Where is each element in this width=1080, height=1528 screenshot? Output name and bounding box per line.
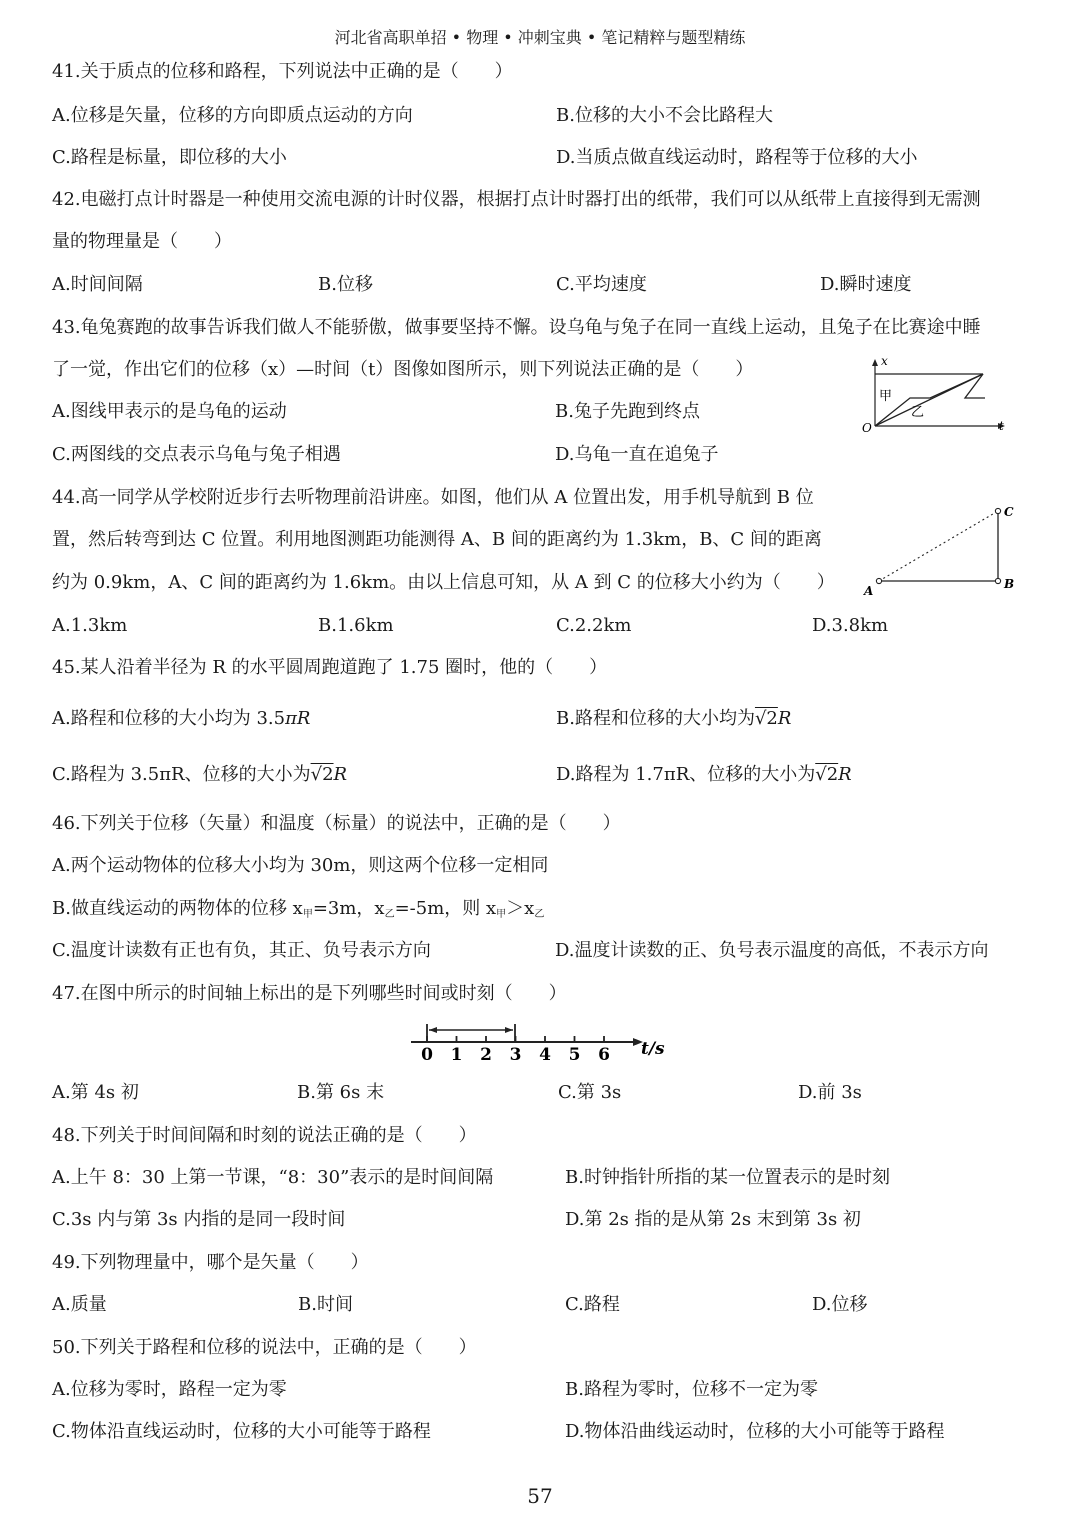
q45-a-math: πR xyxy=(285,708,311,729)
q45-d-root: √2 xyxy=(815,764,839,785)
q50-stem: 50.下列关于路程和位移的说法中，正确的是（ ） xyxy=(52,1337,477,1358)
q45-d-text: D.路程为 1.7πR、位移的大小为 xyxy=(556,764,816,785)
q43-option-a: A.图线甲表示的是乌龟的运动 xyxy=(52,401,287,422)
q43-t-label: t xyxy=(999,419,1004,433)
q44-stem-line1: 44.高一同学从学校附近步行去听物理前沿讲座。如图，他们从 A 位置出发，用手机导航到 B 位 xyxy=(52,487,814,508)
q50-option-d: D.物体沿曲线运动时，位移的大小可能等于路程 xyxy=(565,1421,945,1442)
q48-stem: 48.下列关于时间间隔和时刻的说法正确的是（ ） xyxy=(52,1125,477,1146)
q47-tick-label: 2 xyxy=(480,1045,492,1065)
q46-b-part1: B.做直线运动的两物体的位移 x xyxy=(52,898,303,919)
q45-d-r: R xyxy=(838,764,852,785)
q41-option-b: B.位移的大小不会比路程大 xyxy=(556,105,773,126)
page-number: 57 xyxy=(527,1484,553,1508)
q46-b-sub1: 甲 xyxy=(302,909,313,920)
q43-option-d: D.乌龟一直在追兔子 xyxy=(555,444,719,465)
q47-tick-label: 1 xyxy=(450,1045,463,1065)
q47-tick-label: 3 xyxy=(509,1045,522,1065)
q42-option-b: B.位移 xyxy=(318,274,373,295)
q46-b-sub3: 甲 xyxy=(496,909,507,920)
q49-option-a: A.质量 xyxy=(52,1294,107,1315)
q48-option-c: C.3s 内与第 3s 内指的是同一段时间 xyxy=(52,1209,346,1230)
q43-yi-label: 乙 xyxy=(911,405,925,420)
q46-b-part3: =-5m，则 x xyxy=(394,898,497,919)
q41-option-d: D.当质点做直线运动时，路程等于位移的大小 xyxy=(556,147,918,168)
page-header: 河北省高职单招 • 物理 • 冲刺宝典 • 笔记精粹与题型精练 xyxy=(334,28,746,47)
q45-a-text: A.路程和位移的大小均为 3.5 xyxy=(52,708,286,729)
q42-stem-line2: 量的物理量是（ ） xyxy=(52,231,232,252)
q45-c-text: C.路程为 3.5πR、位移的大小为 xyxy=(52,764,311,785)
q45-option-a xyxy=(52,707,310,731)
q47-axis-label: t/s xyxy=(641,1039,665,1059)
q44-label-b: B xyxy=(1004,577,1015,591)
q46-option-d: D.温度计读数的正、负号表示温度的高低，不表示方向 xyxy=(555,940,989,961)
q45-b-text: B.路程和位移的大小均为 xyxy=(556,708,755,729)
q44-point-a xyxy=(876,578,881,583)
q46-b-sub4: 乙 xyxy=(534,909,545,920)
q44-point-b xyxy=(995,578,1000,583)
q47-stem: 47.在图中所示的时间轴上标出的是下列哪些时间或时刻（ ） xyxy=(52,983,567,1004)
q47-tick-label: 0 xyxy=(421,1045,433,1065)
q44-stem-line3: 约为 0.9km，A、C 间的距离约为 1.6km。由以上信息可知，从 A 到 C 的位移大小约为（ ） xyxy=(52,572,835,593)
q45-option-d xyxy=(556,763,852,787)
q47-option-a: A.第 4s 初 xyxy=(52,1082,139,1103)
q47-tick-label: 5 xyxy=(568,1045,581,1065)
q50-option-a: A.位移为零时，路程一定为零 xyxy=(52,1379,287,1400)
q45-option-b xyxy=(556,707,791,731)
q49-stem: 49.下列物理量中，哪个是矢量（ ） xyxy=(52,1252,369,1273)
q50-option-c: C.物体沿直线运动时，位移的大小可能等于路程 xyxy=(52,1421,431,1442)
q44-label-c: C xyxy=(1004,505,1014,519)
q47-time-axis xyxy=(405,1018,675,1068)
q44-option-a: A.1.3km xyxy=(52,615,128,636)
q47-interval-arrowhead-right xyxy=(505,1027,513,1033)
q47-ticks xyxy=(421,1036,610,1065)
q50-option-b: B.路程为零时，位移不一定为零 xyxy=(565,1379,818,1400)
q47-tick-label: 4 xyxy=(539,1045,551,1065)
q42-option-d: D.瞬时速度 xyxy=(820,274,912,295)
q49-option-c: C.路程 xyxy=(565,1294,620,1315)
q47-interval-arrowhead-left xyxy=(429,1027,437,1033)
q42-option-c: C.平均速度 xyxy=(556,274,647,295)
q43-origin-label: O xyxy=(862,421,872,435)
q45-option-c xyxy=(52,763,347,787)
q45-c-root: √2 xyxy=(310,764,334,785)
q44-point-c xyxy=(995,508,1000,513)
q46-b-part4: ＞x xyxy=(506,898,535,919)
q49-option-b: B.时间 xyxy=(298,1294,353,1315)
q47-option-d: D.前 3s xyxy=(798,1082,862,1103)
q44-option-c: C.2.2km xyxy=(556,615,632,636)
q45-c-r: R xyxy=(333,764,348,785)
q47-option-c: C.第 3s xyxy=(558,1082,622,1103)
q48-option-d: D.第 2s 指的是从第 2s 末到第 3s 初 xyxy=(565,1209,861,1230)
q41-stem: 41.关于质点的位移和路程，下列说法中正确的是（ ） xyxy=(52,61,513,82)
q46-b-part2: =3m，x xyxy=(312,898,385,919)
q44-segment-ac xyxy=(879,511,998,581)
q46-option-a: A.两个运动物体的位移大小均为 30m，则这两个位移一定相同 xyxy=(52,855,549,876)
q46-stem: 46.下列关于位移（矢量）和温度（标量）的说法中，正确的是（ ） xyxy=(52,813,621,834)
q44-path-diagram xyxy=(858,500,1024,600)
q44-option-d: D.3.8km xyxy=(812,615,889,636)
q41-option-c: C.路程是标量，即位移的大小 xyxy=(52,147,287,168)
q49-option-d: D.位移 xyxy=(812,1294,868,1315)
q46-b-sub2: 乙 xyxy=(384,909,395,920)
q47-option-b: B.第 6s 末 xyxy=(297,1082,385,1103)
q43-option-c: C.两图线的交点表示乌龟与兔子相遇 xyxy=(52,444,341,465)
q45-b-root: √2 xyxy=(754,708,778,729)
q43-stem-line1: 43.龟兔赛跑的故事告诉我们做人不能骄傲，做事要坚持不懈。设乌龟与兔子在同一直线上运动，且兔子在比赛途中睡 xyxy=(52,317,981,338)
q48-option-a: A.上午 8：30 上第一节课，“8：30”表示的是时间间隔 xyxy=(52,1167,494,1188)
q45-stem: 45.某人沿着半径为 R 的水平圆周跑道跑了 1.75 圈时，他的（ ） xyxy=(52,657,608,678)
q42-option-a: A.时间间隔 xyxy=(52,274,143,295)
q42-stem-line1: 42.电磁打点计时器是一种使用交流电源的计时仪器，根据打点计时器打出的纸带，我们可以从纸带上直接得到无需测 xyxy=(52,189,981,210)
q43-stem-line2: 了一觉，作出它们的位移（x）—时间（t）图像如图所示，则下列说法正确的是（ ） xyxy=(52,359,754,380)
q44-label-a: A xyxy=(864,584,874,598)
q44-stem-line2: 置，然后转弯到达 C 位置。利用地图测距功能测得 A、B 间的距离约为 1.3km，B、C 间的距离 xyxy=(52,529,822,550)
q45-b-r: R xyxy=(777,708,792,729)
q43-jia-label: 甲 xyxy=(879,389,893,404)
q43-xt-graph xyxy=(855,352,1015,436)
q43-x-arrow xyxy=(872,359,878,366)
q46-option-c: C.温度计读数有正也有负，其正、负号表示方向 xyxy=(52,940,431,961)
q46-option-b xyxy=(52,897,544,927)
q47-tick-label: 6 xyxy=(598,1045,610,1065)
q43-option-b: B.兔子先跑到终点 xyxy=(555,401,700,422)
q43-x-label: x xyxy=(881,354,888,368)
q44-option-b: B.1.6km xyxy=(318,615,394,636)
q41-option-a: A.位移是矢量，位移的方向即质点运动的方向 xyxy=(52,105,413,126)
q48-option-b: B.时钟指针所指的某一位置表示的是时刻 xyxy=(565,1167,890,1188)
